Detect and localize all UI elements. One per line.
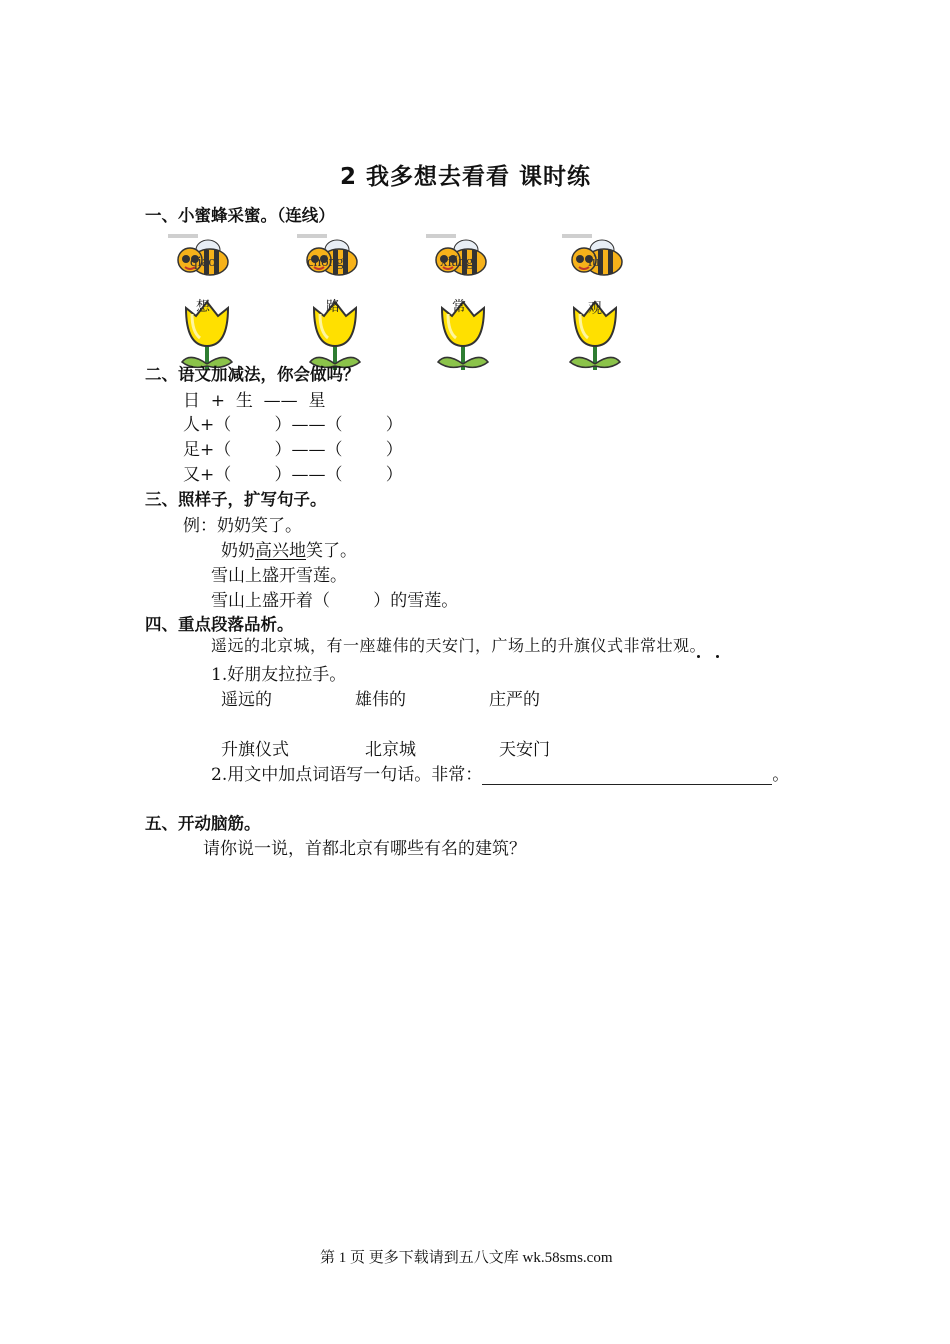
bee-pinyin-label: lù (588, 254, 600, 270)
example-prefix: 奶奶 (221, 541, 255, 561)
section-5-heading: 五、开动脑筋。 (145, 814, 261, 833)
example-suffix: 笑了。 (306, 541, 357, 561)
section-1-heading: 一、小蜜蜂采蜜。（连线） (145, 206, 335, 225)
example-underlined: 高兴地 (255, 541, 306, 561)
bee-pinyin-label: chóng (307, 254, 344, 270)
emphasis-dot (697, 655, 700, 658)
bee-pinyin-label: xiǎng (440, 254, 474, 270)
page-title: 2 我多想去看看 课时练 (340, 164, 592, 190)
equation-row[interactable]: 足+（ ）——（ ） (183, 440, 403, 460)
section-2-heading: 二、语文加减法，你会做吗？ (145, 365, 360, 384)
page-footer: 第 1 页 更多下载请到五八文库 wk.58sms.com (320, 1250, 613, 1266)
match-left-item[interactable]: 庄严的 (489, 690, 540, 710)
section-3-heading: 三、照样子，扩写句子。 (145, 490, 327, 509)
exercise-sentence: 雪山上盛开雪莲。 (211, 566, 347, 586)
match-right-item[interactable]: 升旗仪式 (221, 740, 289, 760)
flower-char-label: 想 (196, 299, 210, 315)
match-right-item[interactable]: 北京城 (365, 740, 416, 760)
question-2-end: 。 (772, 765, 790, 785)
flower-char-label: 观 (588, 301, 602, 317)
section-5-question: 请你说一说，首都北京有哪些有名的建筑？ (203, 839, 526, 859)
answer-line[interactable] (482, 766, 772, 785)
section-4-heading: 四、重点段落品析。 (145, 615, 294, 634)
equation-row[interactable]: 人+（ ）——（ ） (183, 415, 403, 435)
emphasis-dot (716, 655, 719, 658)
flower-char-label: 常 (452, 299, 466, 315)
equation-row[interactable]: 又+（ ）——（ ） (183, 465, 403, 485)
question-2 (211, 760, 789, 785)
equation-example: 日 + 生 —— 星 (183, 391, 326, 411)
question-2-label: 2.用文中加点词语写一句话。非常： (211, 765, 483, 785)
flower-char-label: 路 (326, 299, 340, 315)
passage-text: 遥远的北京城，有一座雄伟的天安门，广场上的升旗仪式非常壮观。 (211, 636, 707, 655)
flower-card-3[interactable] (434, 292, 492, 378)
bee-card-1[interactable] (168, 232, 232, 284)
flower-card-4[interactable] (566, 292, 624, 378)
bee-card-2[interactable] (297, 232, 361, 284)
question-1: 1.好朋友拉拉手。 (211, 665, 347, 685)
example-expanded (221, 536, 357, 561)
bee-pinyin-label: qiáo (190, 254, 216, 270)
match-right-item[interactable]: 天安门 (499, 740, 550, 760)
match-left-item[interactable]: 遥远的 (221, 690, 272, 710)
example-label: 例：奶奶笑了。 (183, 516, 302, 536)
bee-card-4[interactable] (562, 232, 626, 284)
match-left-item[interactable]: 雄伟的 (355, 690, 406, 710)
exercise-fill-blank[interactable]: 雪山上盛开着（ ）的雪莲。 (211, 591, 459, 611)
bee-card-3[interactable] (426, 232, 490, 284)
